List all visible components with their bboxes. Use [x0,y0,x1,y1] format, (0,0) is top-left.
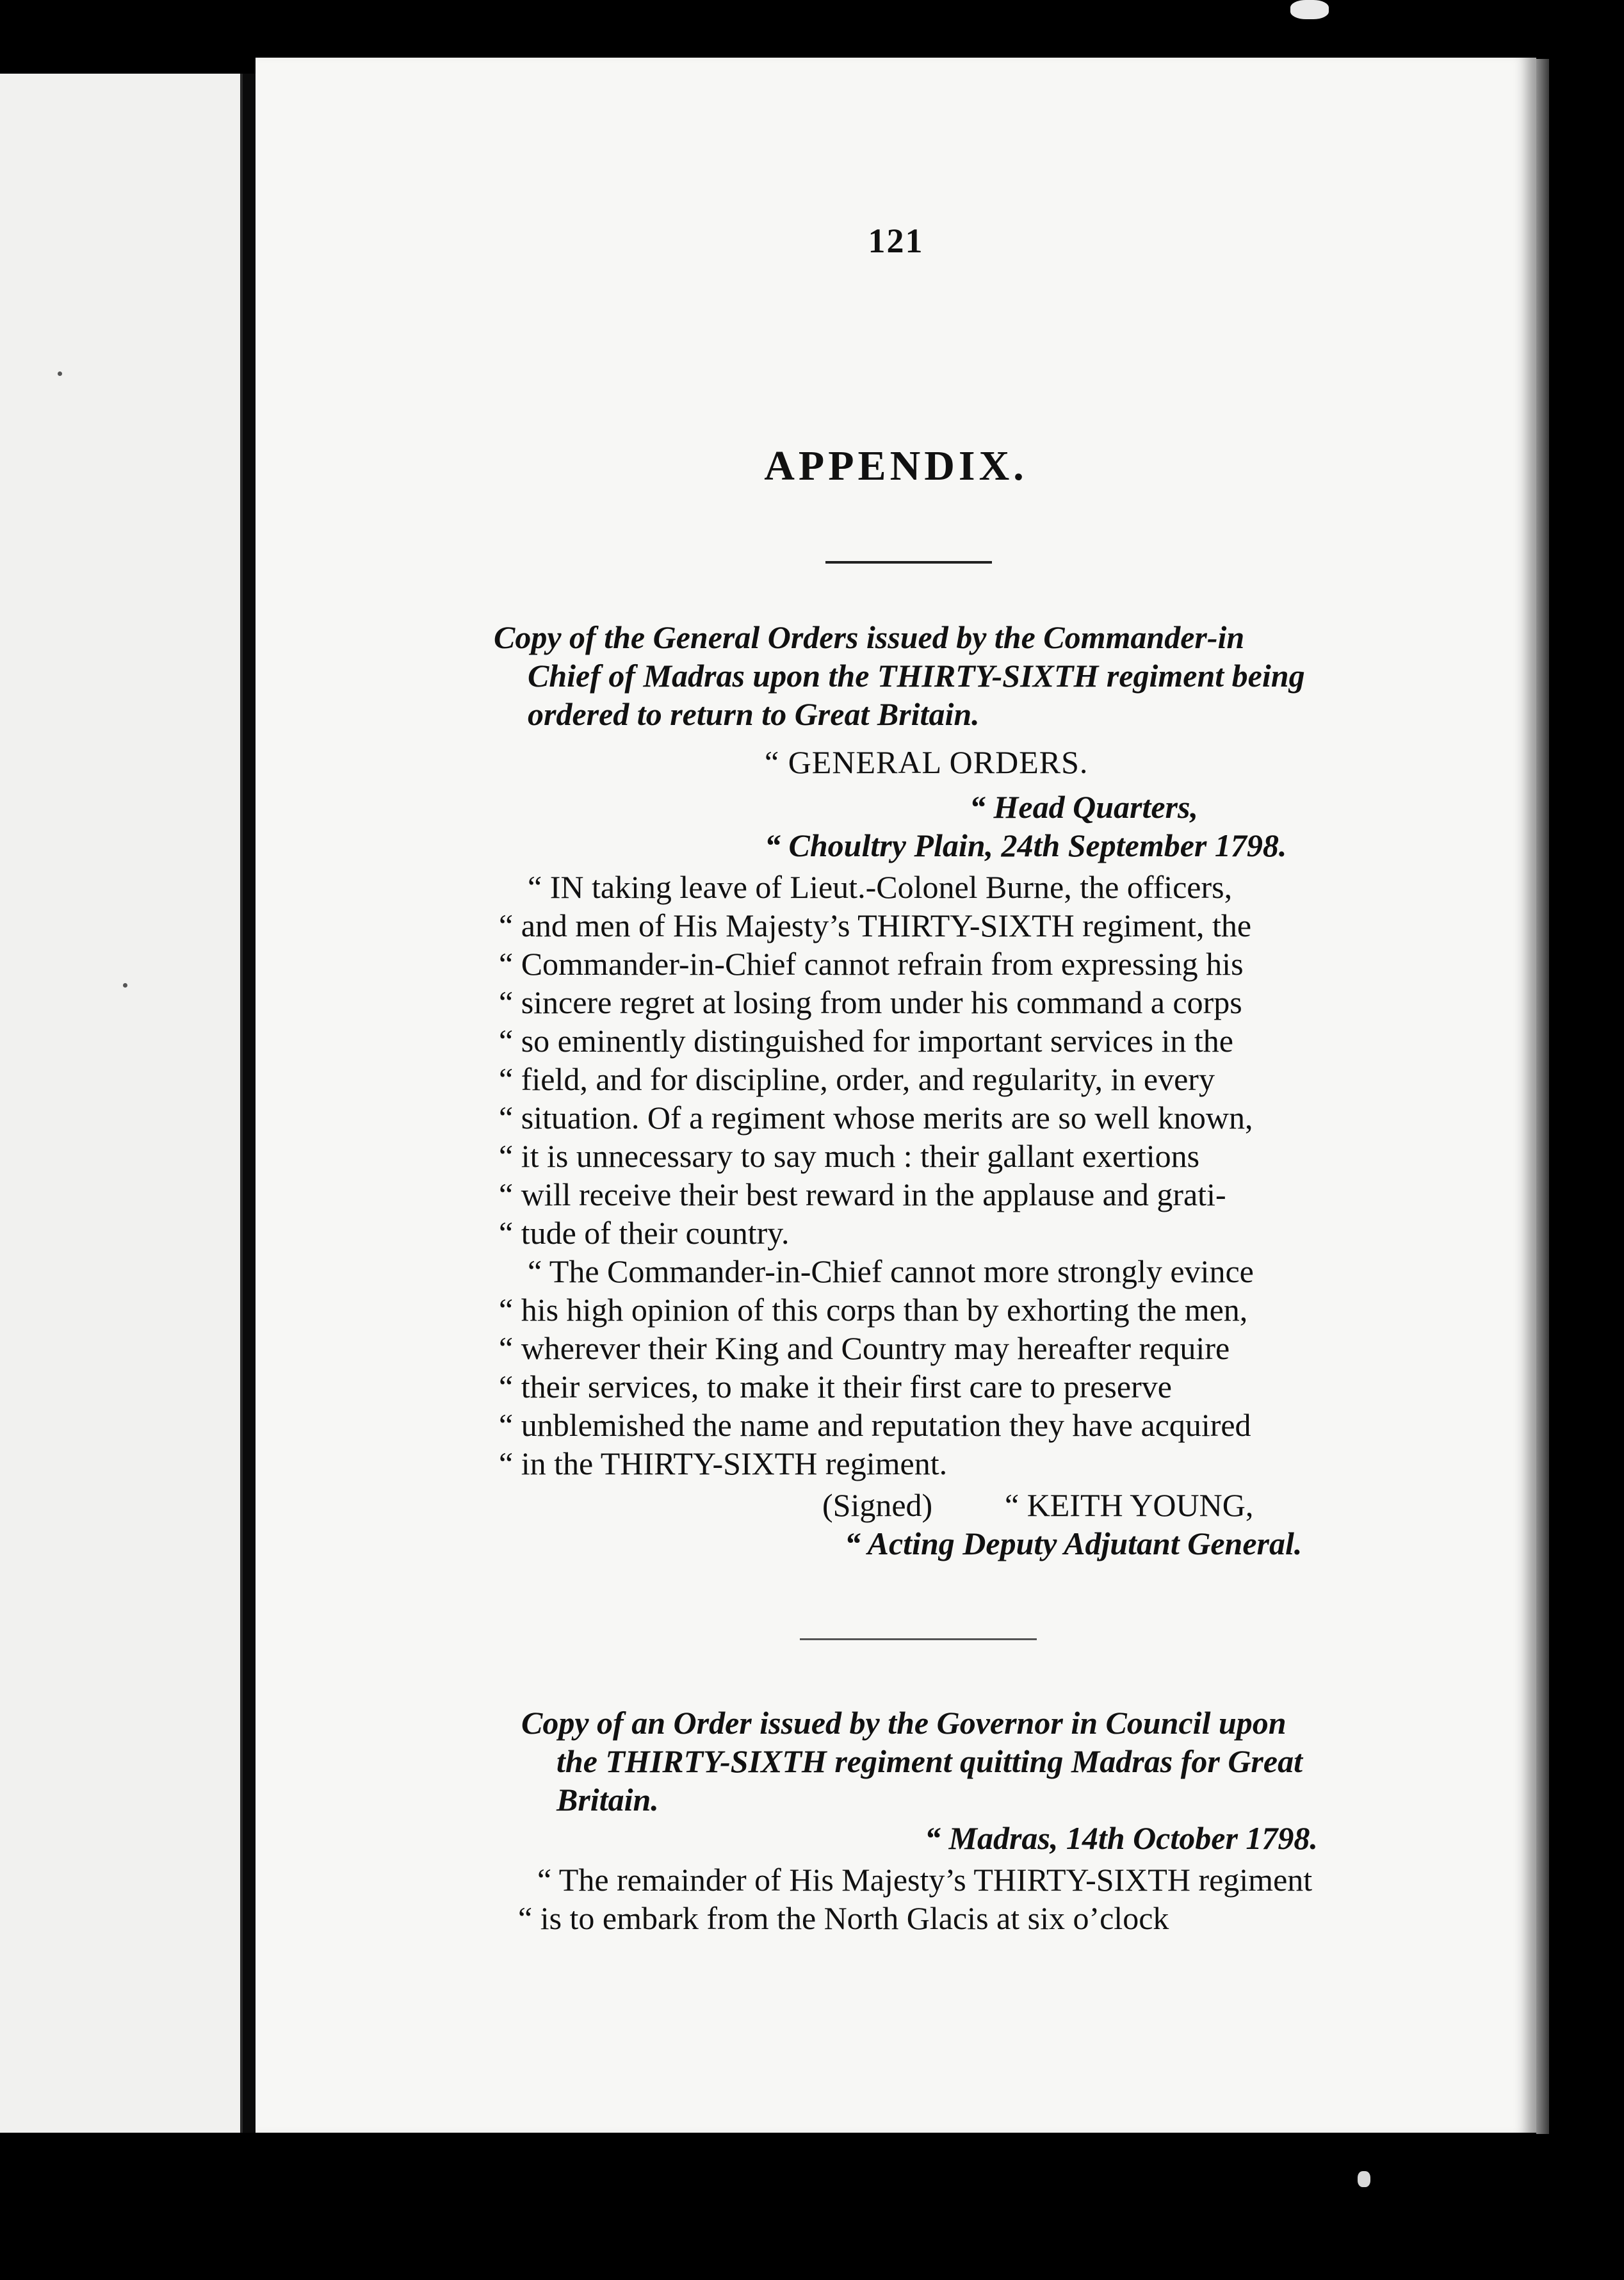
signatory-title: “ Acting Deputy Adjutant General. [845,1526,1303,1561]
general-orders-heading: “ GENERAL ORDERS. [765,744,1089,780]
page-edge-shadow [1536,59,1549,2134]
signatory-name: “ KEITH YOUNG, [1005,1487,1254,1523]
signed-label: (Signed) [822,1487,933,1523]
council-order-caption-line: the THIRTY-SIXTH regiment quitting Madras for Great [556,1743,1303,1779]
general-orders-caption-line: Chief of Madras upon the THIRTY-SIXTH regiment being [528,658,1305,694]
body-line: “ tude of their country. [499,1215,790,1251]
general-orders-caption-line: Copy of the General Orders issued by the Commander-in [494,619,1245,655]
body-line: “ sincere regret at losing from under his command a corps [499,984,1242,1020]
date-line: “ Choultry Plain, 24th September 1798. [765,827,1287,863]
page-number: 121 [868,222,924,260]
body-line: “ The Commander-in-Chief cannot more strongly evince [528,1253,1254,1289]
body-line: “ unblemished the name and reputation they have acquired [499,1407,1251,1443]
body-line: “ and men of His Majesty’s THIRTY-SIXTH regiment, the [499,908,1252,943]
book-gutter [243,74,256,2133]
body-line: “ his high opinion of this corps than by exhorting the men, [499,1292,1248,1328]
council-order-caption-line: Britain. [556,1782,659,1818]
left-page-speck [58,371,62,376]
right-page [256,58,1536,2133]
body-line: “ wherever their King and Country may hereafter require [499,1330,1230,1366]
section-rule [800,1638,1037,1640]
body-line: “ situation. Of a regiment whose merits are so well known, [499,1100,1253,1136]
body-line: “ so eminently distinguished for important services in the [499,1023,1233,1059]
council-body-line: “ The remainder of His Majesty’s THIRTY-SIXTH regiment [537,1862,1313,1898]
page-text-block [256,58,1536,2133]
council-body-line: “ is to embark from the North Glacis at six o’clock [518,1900,1169,1936]
body-line: “ Commander-in-Chief cannot refrain from expressing his [499,946,1244,982]
head-quarters-line: “ Head Quarters, [970,789,1198,825]
body-line: “ it is unnecessary to say much : their gallant exertions [499,1138,1200,1174]
left-page-speck [123,983,127,988]
scan-artifact [1290,0,1329,19]
body-line: “ their services, to make it their first care to preserve [499,1369,1172,1405]
scan-artifact [1358,2171,1370,2187]
council-date-line: “ Madras, 14th October 1798. [925,1820,1318,1856]
title-rule [825,561,992,564]
body-line: “ field, and for discipline, order, and regularity, in every [499,1061,1215,1097]
body-line: “ will receive their best reward in the applause and grati- [499,1177,1226,1212]
general-orders-caption-line: ordered to return to Great Britain. [528,696,980,732]
council-order-caption-line: Copy of an Order issued by the Governor in Council upon [521,1705,1287,1741]
left-page-blank [0,74,243,2133]
body-line: “ IN taking leave of Lieut.-Colonel Burne, the officers, [528,869,1233,905]
body-line: “ in the THIRTY-SIXTH regiment. [499,1445,948,1481]
appendix-title: APPENDIX. [764,443,1028,489]
